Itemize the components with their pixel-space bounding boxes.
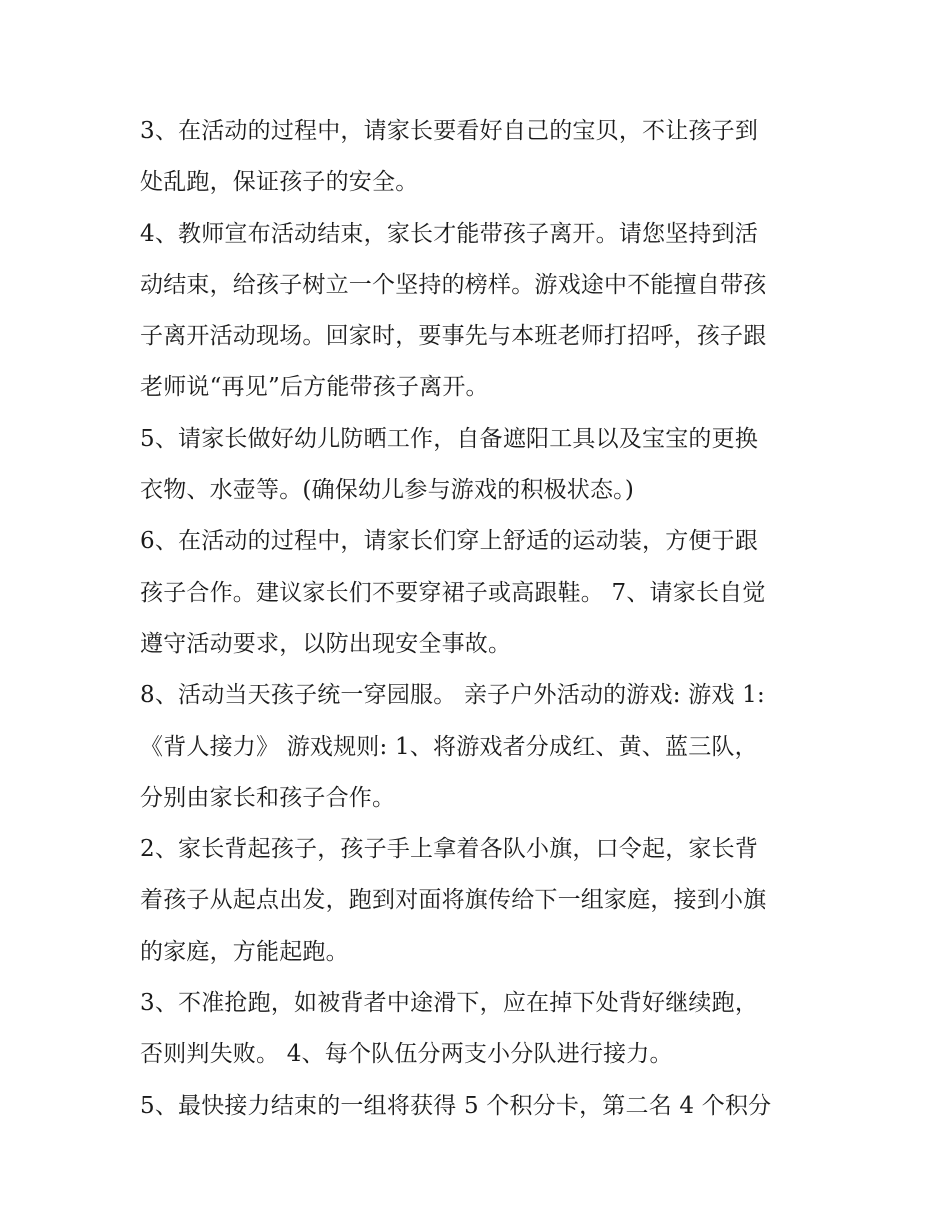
text-line: 动结束，给孩子树立一个坚持的榜样。游戏途中不能擅自带孩 [140,271,767,298]
text-line: 着孩子从起点出发，跑到对面将旗传给下一组家庭，接到小旗 [140,887,767,914]
text-line: 子离开活动现场。回家时，要事先与本班老师打招呼，孩子跟 [140,323,767,350]
text-line: 分别由家长和孩子合作。 [140,784,396,811]
text-line: 5、最快接力结束的一组将获得 5 个积分卡，第二名 4 个积分 [140,1092,772,1119]
text-line: 遵守活动要求，以防出现安全事故。 [140,630,512,657]
text-line: 5、请家长做好幼儿防晒工作，自备遮阳工具以及宝宝的更换 [140,425,759,452]
text-line: 6、在活动的过程中，请家长们穿上舒适的运动装，方便于跟 [140,528,759,555]
document-body [140,106,830,1132]
text-line: 处乱跑，保证孩子的安全。 [140,169,419,196]
text-line: 的家庭，方能起跑。 [140,938,349,965]
text-line: 否则判失败。 4、每个队伍分两支小分队进行接力。 [140,1041,673,1068]
text-line: 3、不准抢跑，如被背者中途滑下，应在掉下处背好继续跑， [140,990,759,1017]
text-line: 3、在活动的过程中，请家长要看好自己的宝贝，不让孩子到 [140,118,759,144]
text-line: 4、教师宣布活动结束，家长才能带孩子离开。请您坚持到活 [140,220,759,247]
text-line: 8、活动当天孩子统一穿园服。 亲子户外活动的游戏: 游戏 1: [140,682,765,709]
text-line: 老师说“再见”后方能带孩子离开。 [140,374,489,401]
text-line: 衣物、水壶等。(确保幼儿参与游戏的积极状态。) [140,477,635,504]
text-line: 《背人接力》 游戏规则: 1、将游戏者分成红、黄、蓝三队， [140,733,758,760]
text-line: 2、家长背起孩子，孩子手上拿着各队小旗，口令起，家长背 [140,836,759,863]
text-line: 孩子合作。建议家长们不要穿裙子或高跟鞋。 7、请家长自觉 [140,579,766,606]
